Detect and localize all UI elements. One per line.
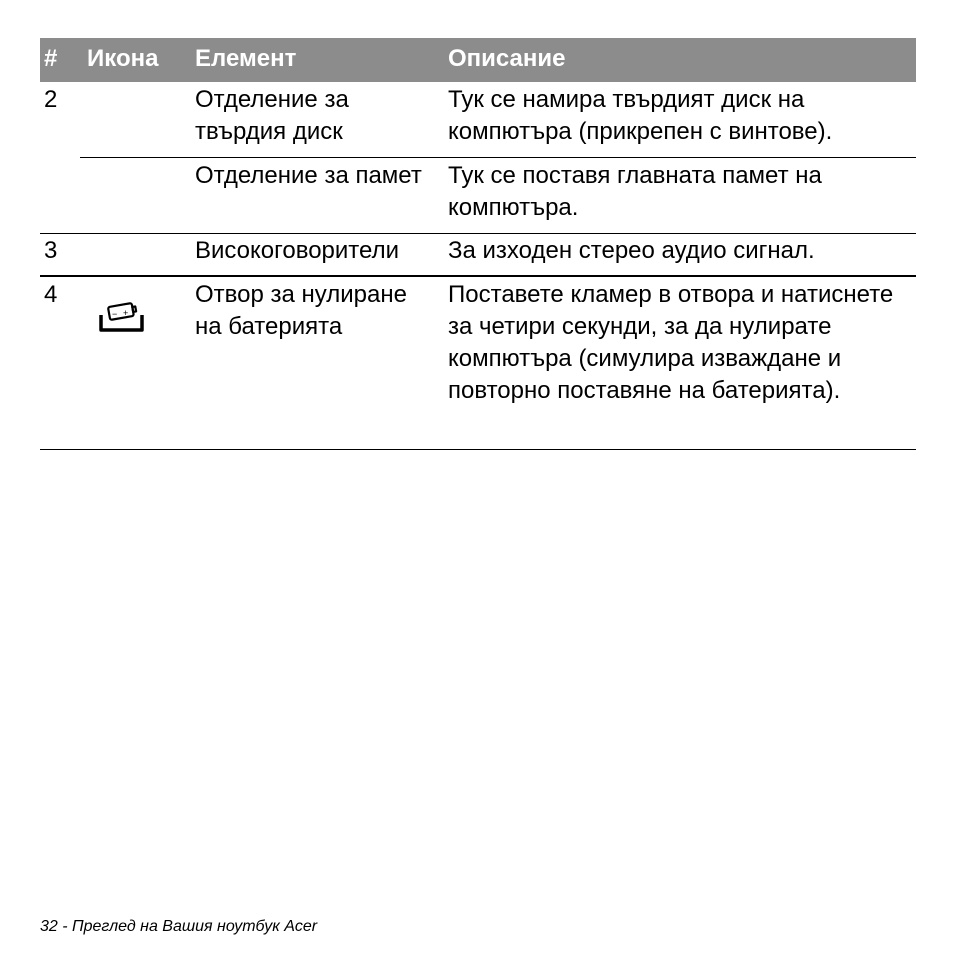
header-element: Елемент xyxy=(195,45,297,72)
row-element: Високоговорители xyxy=(195,237,399,264)
header-num: # xyxy=(44,45,58,72)
svg-text:−: − xyxy=(112,309,118,319)
header-icon: Икона xyxy=(87,45,159,72)
row-description: Поставете кламер в отвора и натиснете за четири секунди, за да нулирате компютъра (симулира изваждане и повторно поставяне на батерията). xyxy=(448,281,894,404)
row-description: Тук се намира твърдият диск на компютъра (прикрепен с винтове). xyxy=(448,86,833,145)
page-footer: 32 - Преглед на Вашия ноутбук Acer xyxy=(40,918,318,935)
table-header xyxy=(40,38,916,82)
row-description: За изходен стерео аудио сигнал. xyxy=(448,237,815,264)
table-row xyxy=(40,277,916,450)
row-num: 2 xyxy=(44,86,58,113)
table-row xyxy=(40,158,916,234)
svg-text:+: + xyxy=(123,308,129,318)
table-row xyxy=(40,234,916,277)
table-row xyxy=(40,82,916,158)
battery-reset-icon xyxy=(97,301,147,344)
row-num: 3 xyxy=(44,237,58,264)
header-description: Описание xyxy=(448,45,566,72)
row-element: Отделение за твърдия диск xyxy=(195,86,349,145)
row-description: Тук се поставя главната памет на компютъра. xyxy=(448,162,822,221)
row-element: Отделение за памет xyxy=(195,162,422,189)
row-num: 4 xyxy=(44,281,58,308)
row-divider xyxy=(40,449,916,450)
row-element: Отвор за нулиране на батерията xyxy=(195,281,407,340)
components-table xyxy=(40,38,916,450)
